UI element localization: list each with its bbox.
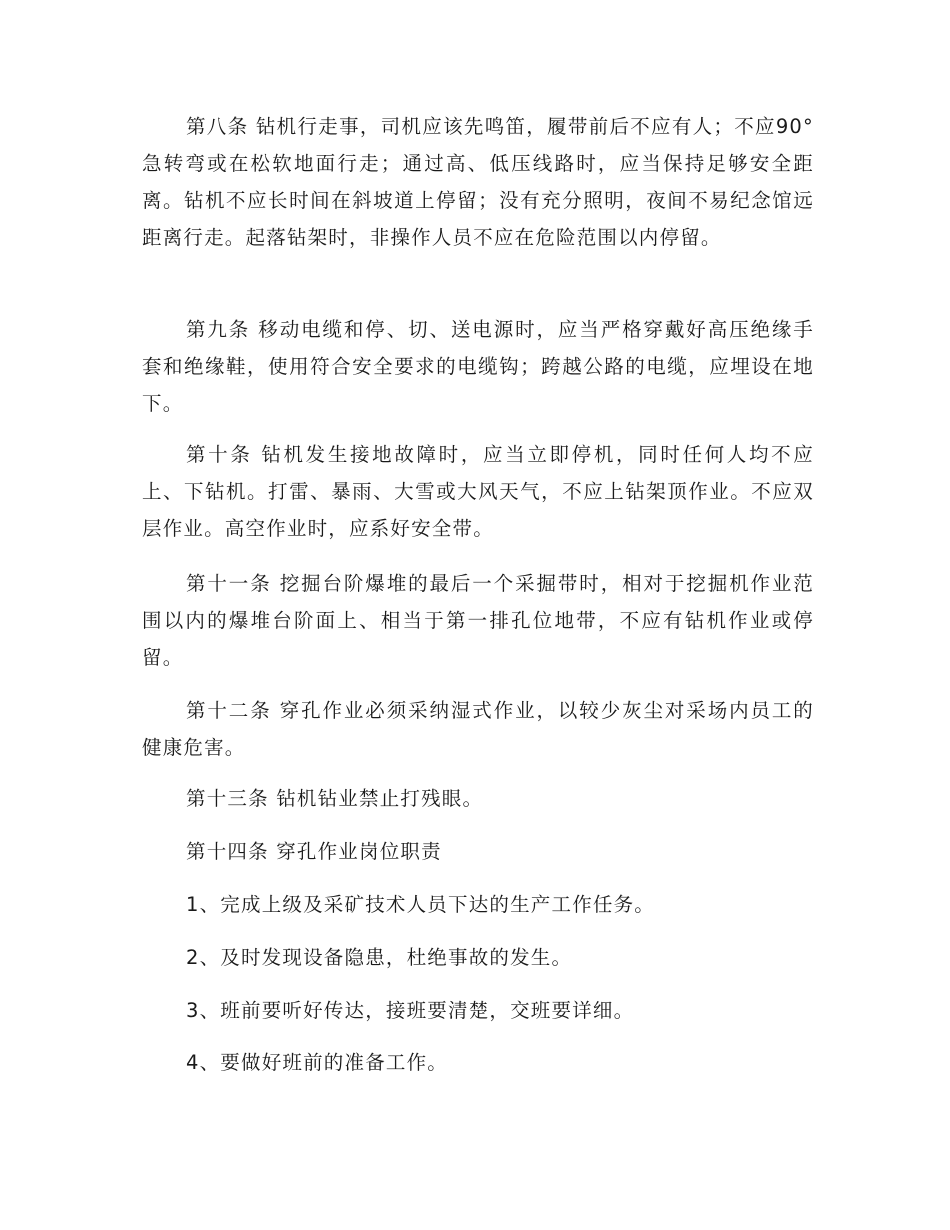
article-13-paragraph: 第十三条 钻机钻业禁止打残眼。 bbox=[186, 787, 484, 810]
article-12-paragraph: 第十二条 穿孔作业必须采纳湿式作业，以较少灰尘对采场内员工的健康危害。 bbox=[142, 699, 814, 759]
article-8-paragraph: 第八条 钻机行走事，司机应该先鸣笛，履带前后不应有人；不应90°急转弯或在松软地面行走；通过高、低压线路时，应当保持足够安全距离。钻机不应长时间在斜坡道上停留；没有充分照明，夜间不易纪念馆远距离行走。起落钻架时，非操作人员不应在危险范围以内停留。 bbox=[142, 115, 814, 249]
duty-item-3: 3、班前要听好传达，接班要清楚，交班要详细。 bbox=[186, 999, 635, 1022]
duty-item-4: 4、要做好班前的准备工作。 bbox=[186, 1051, 449, 1074]
article-10-paragraph: 第十条 钻机发生接地故障时，应当立即停机，同时任何人均不应上、下钻机。打雷、暴雨、大雪或大风天气，不应上钻架顶作业。不应双层作业。高空作业时，应系好安全带。 bbox=[142, 443, 814, 540]
article-9-paragraph: 第九条 移动电缆和停、切、送电源时，应当严格穿戴好高压绝缘手套和绝缘鞋，使用符合安全要求的电缆钩；跨越公路的电缆，应埋设在地下。 bbox=[142, 318, 814, 415]
duty-item-2: 2、及时发现设备隐患，杜绝事故的发生。 bbox=[186, 946, 573, 969]
article-14-heading: 第十四条 穿孔作业岗位职责 bbox=[186, 840, 442, 863]
duty-item-1: 1、完成上级及采矿技术人员下达的生产工作任务。 bbox=[186, 893, 656, 916]
article-11-paragraph: 第十一条 挖掘台阶爆堆的最后一个采掘带时，相对于挖掘机作业范围以内的爆堆台阶面上、相当于第一排孔位地带，不应有钻机作业或停留。 bbox=[142, 572, 814, 669]
